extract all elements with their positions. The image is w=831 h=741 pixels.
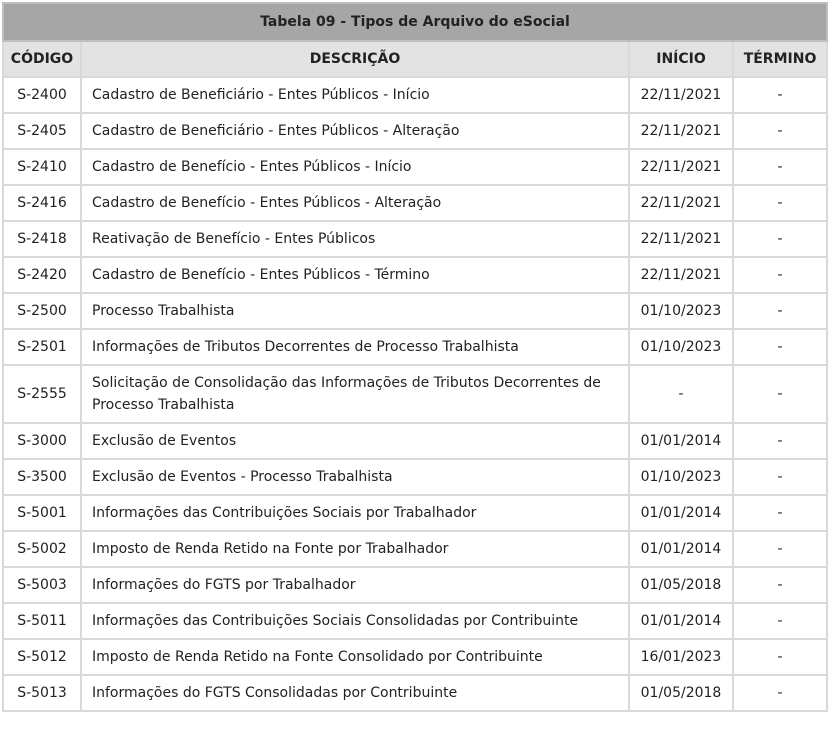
cell-termino: - (733, 185, 827, 221)
cell-descricao: Cadastro de Benefício - Entes Públicos - Alteração (81, 185, 629, 221)
cell-inicio: 01/01/2014 (629, 423, 733, 459)
header-codigo: CÓDIGO (3, 41, 81, 77)
cell-descricao: Processo Trabalhista (81, 293, 629, 329)
cell-descricao: Solicitação de Consolidação das Informações de Tributos Decorrentes de Processo Trabalhista (81, 365, 629, 423)
esocial-table-container (2, 2, 826, 712)
table-row (3, 531, 827, 567)
table-row (3, 603, 827, 639)
cell-inicio: 01/05/2018 (629, 675, 733, 711)
cell-inicio: 22/11/2021 (629, 149, 733, 185)
table-row (3, 675, 827, 711)
cell-codigo: S-5001 (3, 495, 81, 531)
cell-descricao: Reativação de Benefício - Entes Públicos (81, 221, 629, 257)
cell-termino: - (733, 423, 827, 459)
cell-inicio: 01/01/2014 (629, 531, 733, 567)
cell-codigo: S-5003 (3, 567, 81, 603)
cell-descricao: Imposto de Renda Retido na Fonte Consolidado por Contribuinte (81, 639, 629, 675)
cell-termino: - (733, 495, 827, 531)
table-row (3, 567, 827, 603)
cell-codigo: S-5013 (3, 675, 81, 711)
cell-codigo: S-3000 (3, 423, 81, 459)
cell-codigo: S-5002 (3, 531, 81, 567)
table-row (3, 149, 827, 185)
cell-inicio: - (629, 365, 733, 423)
table-row (3, 495, 827, 531)
cell-codigo: S-2405 (3, 113, 81, 149)
table-row (3, 77, 827, 113)
cell-descricao: Informações das Contribuições Sociais Consolidadas por Contribuinte (81, 603, 629, 639)
table-row (3, 365, 827, 423)
cell-inicio: 22/11/2021 (629, 257, 733, 293)
cell-inicio: 22/11/2021 (629, 221, 733, 257)
cell-inicio: 01/10/2023 (629, 459, 733, 495)
cell-termino: - (733, 459, 827, 495)
cell-codigo: S-2501 (3, 329, 81, 365)
table-header-row (3, 41, 827, 77)
cell-termino: - (733, 77, 827, 113)
table-row (3, 293, 827, 329)
cell-descricao: Informações do FGTS por Trabalhador (81, 567, 629, 603)
table-title-row (3, 3, 827, 41)
cell-codigo: S-2416 (3, 185, 81, 221)
cell-termino: - (733, 293, 827, 329)
cell-codigo: S-2410 (3, 149, 81, 185)
header-inicio: INÍCIO (629, 41, 733, 77)
cell-termino: - (733, 365, 827, 423)
header-termino: TÉRMINO (733, 41, 827, 77)
table-row (3, 113, 827, 149)
cell-descricao: Cadastro de Benefício - Entes Públicos - Término (81, 257, 629, 293)
table-row (3, 329, 827, 365)
cell-descricao: Exclusão de Eventos - Processo Trabalhista (81, 459, 629, 495)
header-descricao: DESCRIÇÃO (81, 41, 629, 77)
cell-descricao: Cadastro de Benefício - Entes Públicos - Início (81, 149, 629, 185)
cell-codigo: S-5012 (3, 639, 81, 675)
cell-codigo: S-2555 (3, 365, 81, 423)
cell-inicio: 22/11/2021 (629, 113, 733, 149)
table-row (3, 459, 827, 495)
cell-termino: - (733, 603, 827, 639)
cell-descricao: Informações de Tributos Decorrentes de Processo Trabalhista (81, 329, 629, 365)
cell-descricao: Cadastro de Beneficiário - Entes Públicos - Alteração (81, 113, 629, 149)
cell-inicio: 01/05/2018 (629, 567, 733, 603)
cell-codigo: S-2418 (3, 221, 81, 257)
table-title: Tabela 09 - Tipos de Arquivo do eSocial (3, 3, 827, 41)
cell-codigo: S-5011 (3, 603, 81, 639)
table-row (3, 185, 827, 221)
cell-descricao: Informações das Contribuições Sociais por Trabalhador (81, 495, 629, 531)
cell-termino: - (733, 113, 827, 149)
table-row (3, 423, 827, 459)
cell-codigo: S-2500 (3, 293, 81, 329)
table-row (3, 257, 827, 293)
cell-descricao: Imposto de Renda Retido na Fonte por Trabalhador (81, 531, 629, 567)
cell-descricao: Exclusão de Eventos (81, 423, 629, 459)
cell-termino: - (733, 639, 827, 675)
cell-descricao: Informações do FGTS Consolidadas por Contribuinte (81, 675, 629, 711)
cell-inicio: 01/01/2014 (629, 495, 733, 531)
cell-inicio: 01/01/2014 (629, 603, 733, 639)
cell-inicio: 01/10/2023 (629, 293, 733, 329)
table-row (3, 639, 827, 675)
cell-termino: - (733, 675, 827, 711)
table-body (3, 77, 827, 711)
cell-descricao: Cadastro de Beneficiário - Entes Públicos - Início (81, 77, 629, 113)
cell-termino: - (733, 329, 827, 365)
cell-codigo: S-2400 (3, 77, 81, 113)
cell-termino: - (733, 149, 827, 185)
cell-inicio: 22/11/2021 (629, 77, 733, 113)
table-row (3, 221, 827, 257)
cell-termino: - (733, 531, 827, 567)
cell-inicio: 22/11/2021 (629, 185, 733, 221)
cell-codigo: S-2420 (3, 257, 81, 293)
cell-codigo: S-3500 (3, 459, 81, 495)
cell-termino: - (733, 567, 827, 603)
cell-inicio: 01/10/2023 (629, 329, 733, 365)
esocial-file-types-table (2, 2, 828, 712)
cell-termino: - (733, 221, 827, 257)
cell-termino: - (733, 257, 827, 293)
cell-inicio: 16/01/2023 (629, 639, 733, 675)
